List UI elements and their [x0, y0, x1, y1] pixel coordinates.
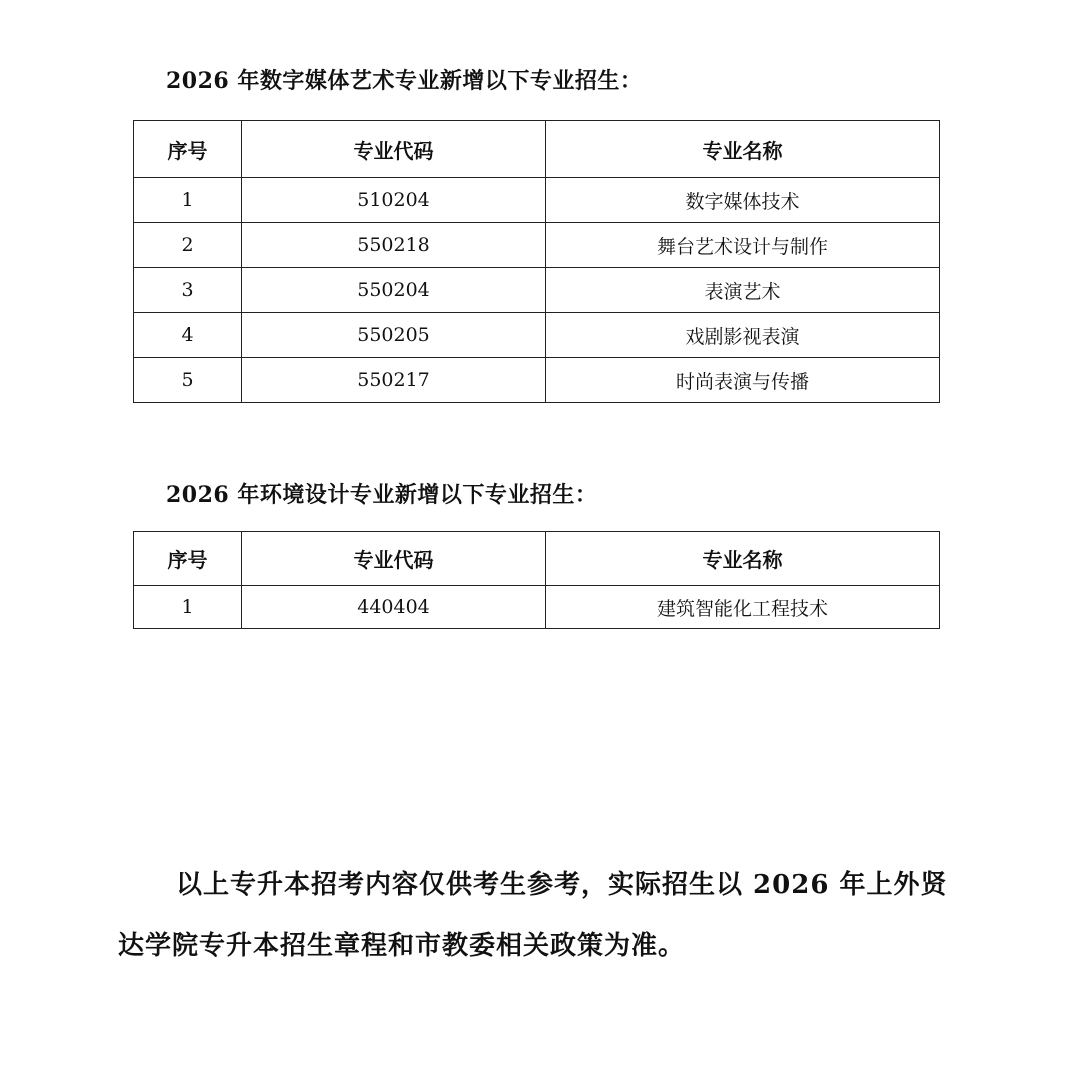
table-row [134, 358, 940, 403]
table-header-row [134, 121, 940, 178]
cell-seq: 1 [134, 178, 242, 223]
cell-code: 550217 [242, 358, 546, 403]
cell-code: 550218 [242, 223, 546, 268]
majors-table-digital-media [133, 120, 940, 403]
cell-seq: 2 [134, 223, 242, 268]
cell-code: 510204 [242, 178, 546, 223]
header-seq: 序号 [134, 532, 242, 586]
section2-heading: 2026 年环境设计专业新增以下专业招生： [166, 482, 598, 508]
table-row [134, 223, 940, 268]
header-code: 专业代码 [242, 121, 546, 178]
majors-table-environment-design [133, 531, 940, 629]
cell-name: 时尚表演与传播 [546, 358, 940, 403]
table-header-row [134, 532, 940, 586]
header-code: 专业代码 [242, 532, 546, 586]
footer-note-line-1: 以上专升本招考内容仅供考生参考，实际招生以 2026 年上外贤 [176, 870, 948, 900]
cell-seq: 1 [134, 586, 242, 629]
footer-note-line-2: 达学院专升本招生章程和市教委相关政策为准。 [118, 931, 686, 961]
cell-name: 表演艺术 [546, 268, 940, 313]
table-row [134, 178, 940, 223]
header-seq: 序号 [134, 121, 242, 178]
cell-name: 数字媒体技术 [546, 178, 940, 223]
cell-seq: 5 [134, 358, 242, 403]
cell-code: 550204 [242, 268, 546, 313]
cell-name: 建筑智能化工程技术 [546, 586, 940, 629]
cell-name: 舞台艺术设计与制作 [546, 223, 940, 268]
table-row [134, 268, 940, 313]
cell-seq: 4 [134, 313, 242, 358]
header-name: 专业名称 [546, 532, 940, 586]
header-name: 专业名称 [546, 121, 940, 178]
table-row [134, 313, 940, 358]
table-row [134, 586, 940, 629]
cell-code: 440404 [242, 586, 546, 629]
cell-name: 戏剧影视表演 [546, 313, 940, 358]
cell-code: 550205 [242, 313, 546, 358]
cell-seq: 3 [134, 268, 242, 313]
section1-heading: 2026 年数字媒体艺术专业新增以下专业招生： [166, 68, 643, 94]
